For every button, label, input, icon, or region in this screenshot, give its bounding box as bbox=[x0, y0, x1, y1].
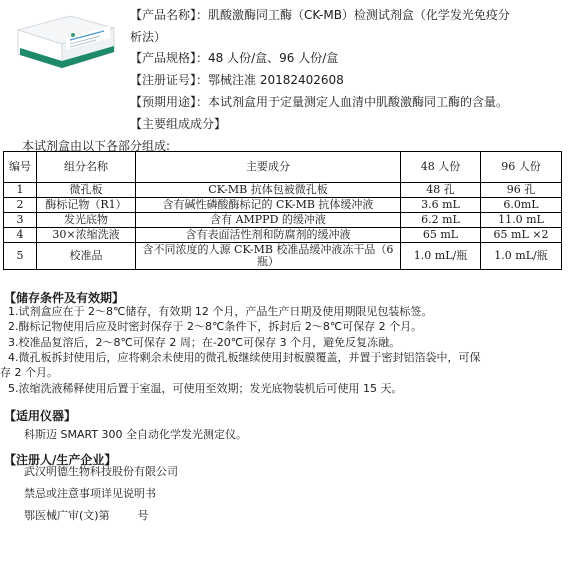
table-row bbox=[4, 213, 562, 228]
product-name-continuation: 析法） bbox=[130, 30, 167, 44]
product-reg-row bbox=[130, 73, 344, 87]
table-row bbox=[4, 183, 562, 198]
table-cell: 65 mL ×2 bbox=[481, 228, 562, 243]
header-component-name: 组分名称 bbox=[37, 152, 136, 183]
table-cell: 30×浓缩洗液 bbox=[37, 228, 136, 243]
storage-line-4-cont: 存 2 个月。 bbox=[0, 366, 58, 379]
product-box-image bbox=[10, 8, 120, 74]
table-cell: 含有 AMPPD 的缓冲液 bbox=[136, 213, 401, 228]
header-main-ingredient: 主要成分 bbox=[136, 152, 401, 183]
table-cell: 发光底物 bbox=[37, 213, 136, 228]
table-cell: 1.0 mL/瓶 bbox=[481, 243, 562, 270]
product-name-value: 肌酸激酶同工酶（CK-MB）检测试剂盒（化学发光免疫分 bbox=[208, 8, 510, 22]
table-cell: 96 孔 bbox=[481, 183, 562, 198]
table-cell: 3.6 mL bbox=[401, 198, 481, 213]
table-cell: 含有碱性磷酸酶标记的 CK-MB 抗体缓冲液 bbox=[136, 198, 401, 213]
header-96-tests: 96 人份 bbox=[481, 152, 562, 183]
storage-line-2: 2.酶标记物使用后应及时密封保存于 2～8℃条件下，拆封后 2～8℃可保存 2 个月。 bbox=[8, 320, 423, 333]
table-row bbox=[4, 228, 562, 243]
product-spec-row bbox=[130, 51, 338, 65]
table-cell: 含不同浓度的人源 CK-MB 校准品缓冲液冻干品（6 瓶） bbox=[136, 243, 401, 270]
table-cell: 3 bbox=[4, 213, 37, 228]
header-number: 编号 bbox=[4, 152, 37, 183]
table-cell: 微孔板 bbox=[37, 183, 136, 198]
instrument-title: 【适用仪器】 bbox=[4, 409, 77, 423]
table-cell: 11.0 mL bbox=[481, 213, 562, 228]
product-reg-value: 鄂械注准 20182402608 bbox=[208, 73, 344, 87]
table-cell: 2 bbox=[4, 198, 37, 213]
product-use-value: 本试剂盒用于定量测定人血清中肌酸激酶同工酶的含量。 bbox=[208, 95, 509, 109]
table-cell: 1 bbox=[4, 183, 37, 198]
storage-line-5: 5.浓缩洗液稀释使用后置于室温，可使用至效期；发光底物装机后可使用 15 天。 bbox=[8, 382, 403, 395]
table-cell: 48 孔 bbox=[401, 183, 481, 198]
table-cell: 1.0 mL/瓶 bbox=[401, 243, 481, 270]
table-cell: 4 bbox=[4, 228, 37, 243]
product-reg-label: 【注册证号】： bbox=[130, 73, 209, 87]
storage-title: 【储存条件及有效期】 bbox=[4, 291, 125, 305]
header-48-tests: 48 人份 bbox=[401, 152, 481, 183]
storage-line-1: 1.试剂盒应在于 2～8℃储存，有效期 12 个月，产品生产日期及使用期限见包装标签。 bbox=[8, 305, 433, 318]
storage-line-3: 3.校准品复溶后，2～8℃可保存 2 周；在-20℃可保存 3 个月，避免反复冻融。 bbox=[8, 336, 401, 349]
product-spec-value: 48 人份/盒、96 人份/盒 bbox=[208, 51, 339, 65]
table-cell: 5 bbox=[4, 243, 37, 270]
table-cell: 65 mL bbox=[401, 228, 481, 243]
composition-table bbox=[3, 151, 562, 270]
table-cell: CK-MB 抗体包被微孔板 bbox=[136, 183, 401, 198]
table-cell: 6.0mL bbox=[481, 198, 562, 213]
registrant-ad-number: 鄂医械广审(文)第 号 bbox=[24, 509, 149, 522]
table-cell: 酶标记物（R1） bbox=[37, 198, 136, 213]
table-cell: 含有表面活性剂和防腐剂的缓冲液 bbox=[136, 228, 401, 243]
product-name-row bbox=[130, 8, 510, 22]
instrument-value: 科斯迈 SMART 300 全自动化学发光测定仪。 bbox=[24, 428, 248, 441]
storage-line-4: 4.微孔板拆封使用后，应将剩余未使用的微孔板继续使用封板膜覆盖，并置于密封铝箔袋中，可保 bbox=[8, 351, 481, 364]
product-use-label: 【预期用途】： bbox=[130, 95, 209, 109]
table-header-row bbox=[4, 152, 562, 183]
table-cell: 6.2 mL bbox=[401, 213, 481, 228]
product-name-label: 【产品名称】： bbox=[130, 8, 209, 22]
product-spec-label: 【产品规格】： bbox=[130, 51, 209, 65]
registrant-title: 【注册人/生产企业】 bbox=[4, 453, 117, 467]
table-cell: 校准品 bbox=[37, 243, 136, 270]
registrant-company: 武汉明德生物科技股份有限公司 bbox=[24, 465, 178, 478]
composition-label: 【主要组成成分】 bbox=[130, 117, 227, 131]
registrant-note: 禁忌或注意事项详见说明书 bbox=[24, 487, 156, 500]
table-row bbox=[4, 198, 562, 213]
table-row bbox=[4, 243, 562, 270]
table-intro: 本试剂盒由以下各部分组成: bbox=[22, 139, 171, 153]
product-use-row bbox=[130, 95, 508, 109]
